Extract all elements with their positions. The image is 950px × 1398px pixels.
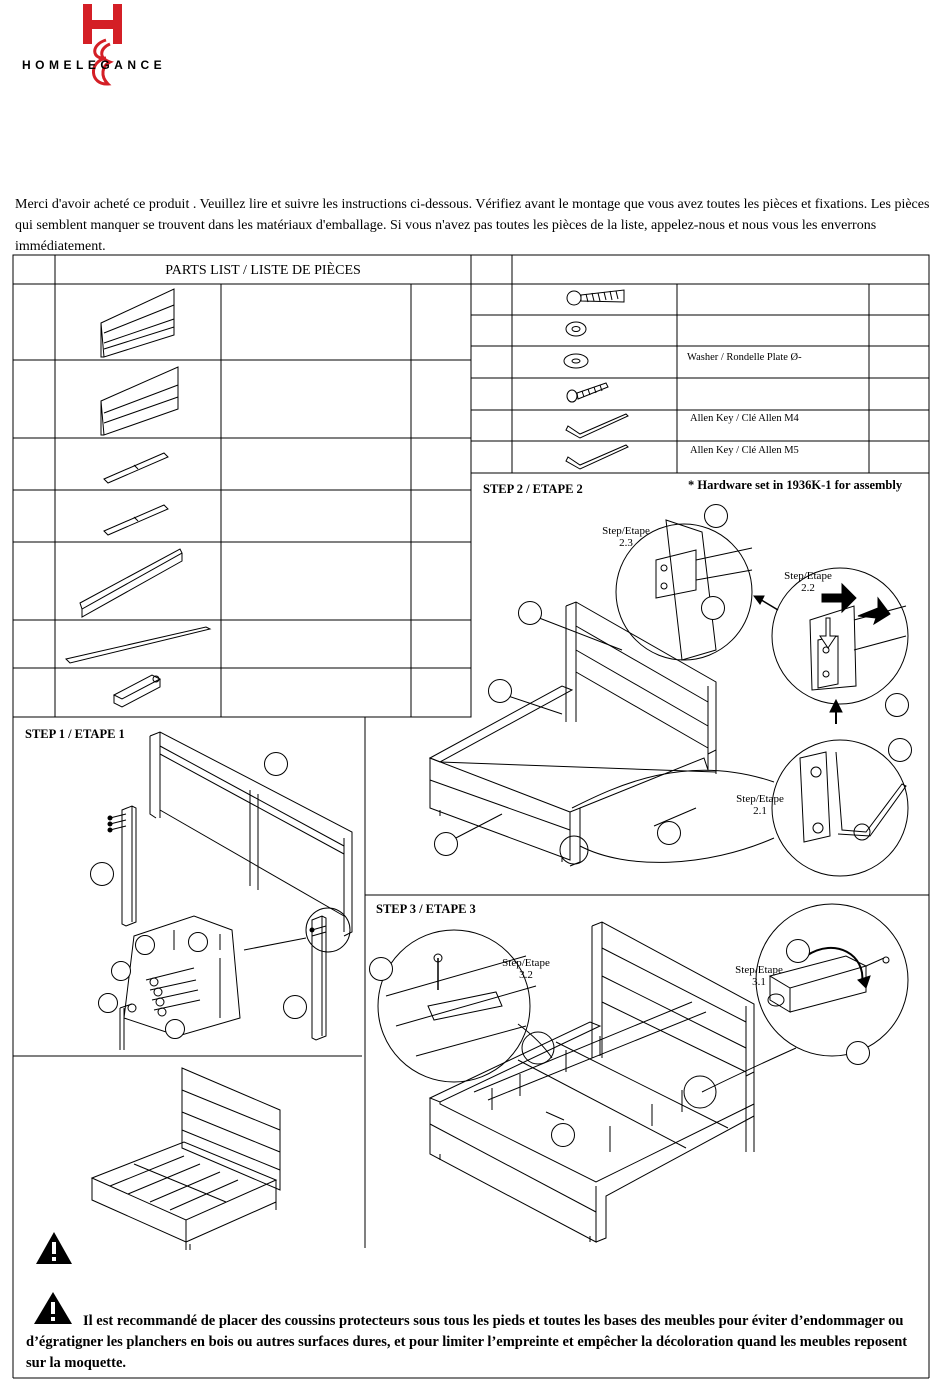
intro-paragraph: Merci d'avoir acheté ce produit . Veuillez lire et suivre les instructions ci-dessous. Vérifiez avant le montage que vous avez toutes les pièces et fixations. Les pièces qui semblent manquer se trouvent dans les matériaux d'emballage. Si vous n'avez pas toutes les pièces de la liste, appelez-nous et nous vous les enverrons immédiatement. (15, 197, 930, 254)
part-callout (135, 935, 155, 955)
step2-title: STEP 2 / ETAPE 2 (483, 482, 583, 496)
short-slat-icon (104, 505, 168, 535)
part-callout (90, 862, 114, 886)
part-callout (434, 832, 458, 856)
parts-icons (56, 285, 220, 717)
part-callout (846, 1041, 870, 1065)
part-callout (264, 752, 288, 776)
lock-washer-icon (566, 322, 586, 336)
step2-hardware-note: * Hardware set in 1936K-1 for assembly (688, 478, 903, 492)
hardware-icons (512, 284, 677, 473)
substep-2-1-label: Step/Etape 2.1 (736, 793, 784, 817)
allen-key-icon (566, 414, 628, 438)
part-callout (704, 504, 728, 528)
step1-diagram (14, 718, 364, 1056)
assembled-bed-preview (14, 1060, 359, 1255)
step1-title: STEP 1 / ETAPE 1 (25, 727, 125, 741)
part-callout (701, 596, 725, 620)
part-callout (657, 821, 681, 845)
side-rail-icon (80, 549, 182, 617)
part-callout (786, 939, 810, 963)
parts-list-title: PARTS LIST / LISTE DE PIÈCES (165, 263, 361, 278)
part-callout (98, 993, 118, 1013)
part-callout (283, 995, 307, 1019)
bolt-icon (567, 290, 624, 305)
part-callout (518, 601, 542, 625)
step3-diagram (366, 896, 928, 1378)
substep-3-1-label: Step/Etape 3.1 (735, 964, 783, 988)
substep-2-2-label: Step/Etape 2.2 (784, 570, 832, 594)
support-leg-icon (114, 675, 160, 707)
part-callout (111, 961, 131, 981)
substep-2-3-label: Step/Etape 2.3 (602, 525, 650, 549)
part-callout (188, 932, 208, 952)
part-callout (885, 693, 909, 717)
hardware-label-washer: Washer / Rondelle Plate Ø- (687, 352, 802, 363)
part-callout (165, 1019, 185, 1039)
brand-name: HOMELEGANCE (22, 58, 167, 72)
allen-key-icon (566, 445, 628, 469)
part-callout (488, 679, 512, 703)
warning-icon (34, 1230, 74, 1266)
headboard-panel-icon (101, 289, 174, 357)
step3-title: STEP 3 / ETAPE 3 (376, 902, 476, 916)
short-slat-icon (104, 453, 168, 483)
floor-protection-warning: Il est recommandé de placer des coussins protecteurs sous tous les pieds et toutes les bases des meubles pour éviter d’endommager ou d’égratigner les planchers en bois ou autres surfaces dures, et pour limiter l’empreinte et empêcher la décoloration quand les meubles reposent sur la moquette. (26, 1313, 908, 1371)
hardware-label-allen-m4: Allen Key / Clé Allen M4 (690, 413, 799, 424)
center-rail-icon (66, 627, 210, 663)
part-callout (551, 1123, 575, 1147)
substep-3-2-label: Step/Etape 3.2 (502, 957, 550, 981)
part-callout (369, 957, 393, 981)
hardware-label-allen-m5: Allen Key / Clé Allen M5 (690, 445, 799, 456)
flat-washer-icon (564, 354, 588, 368)
part-callout (888, 738, 912, 762)
footboard-panel-icon (101, 367, 178, 435)
screw-icon (567, 383, 608, 402)
